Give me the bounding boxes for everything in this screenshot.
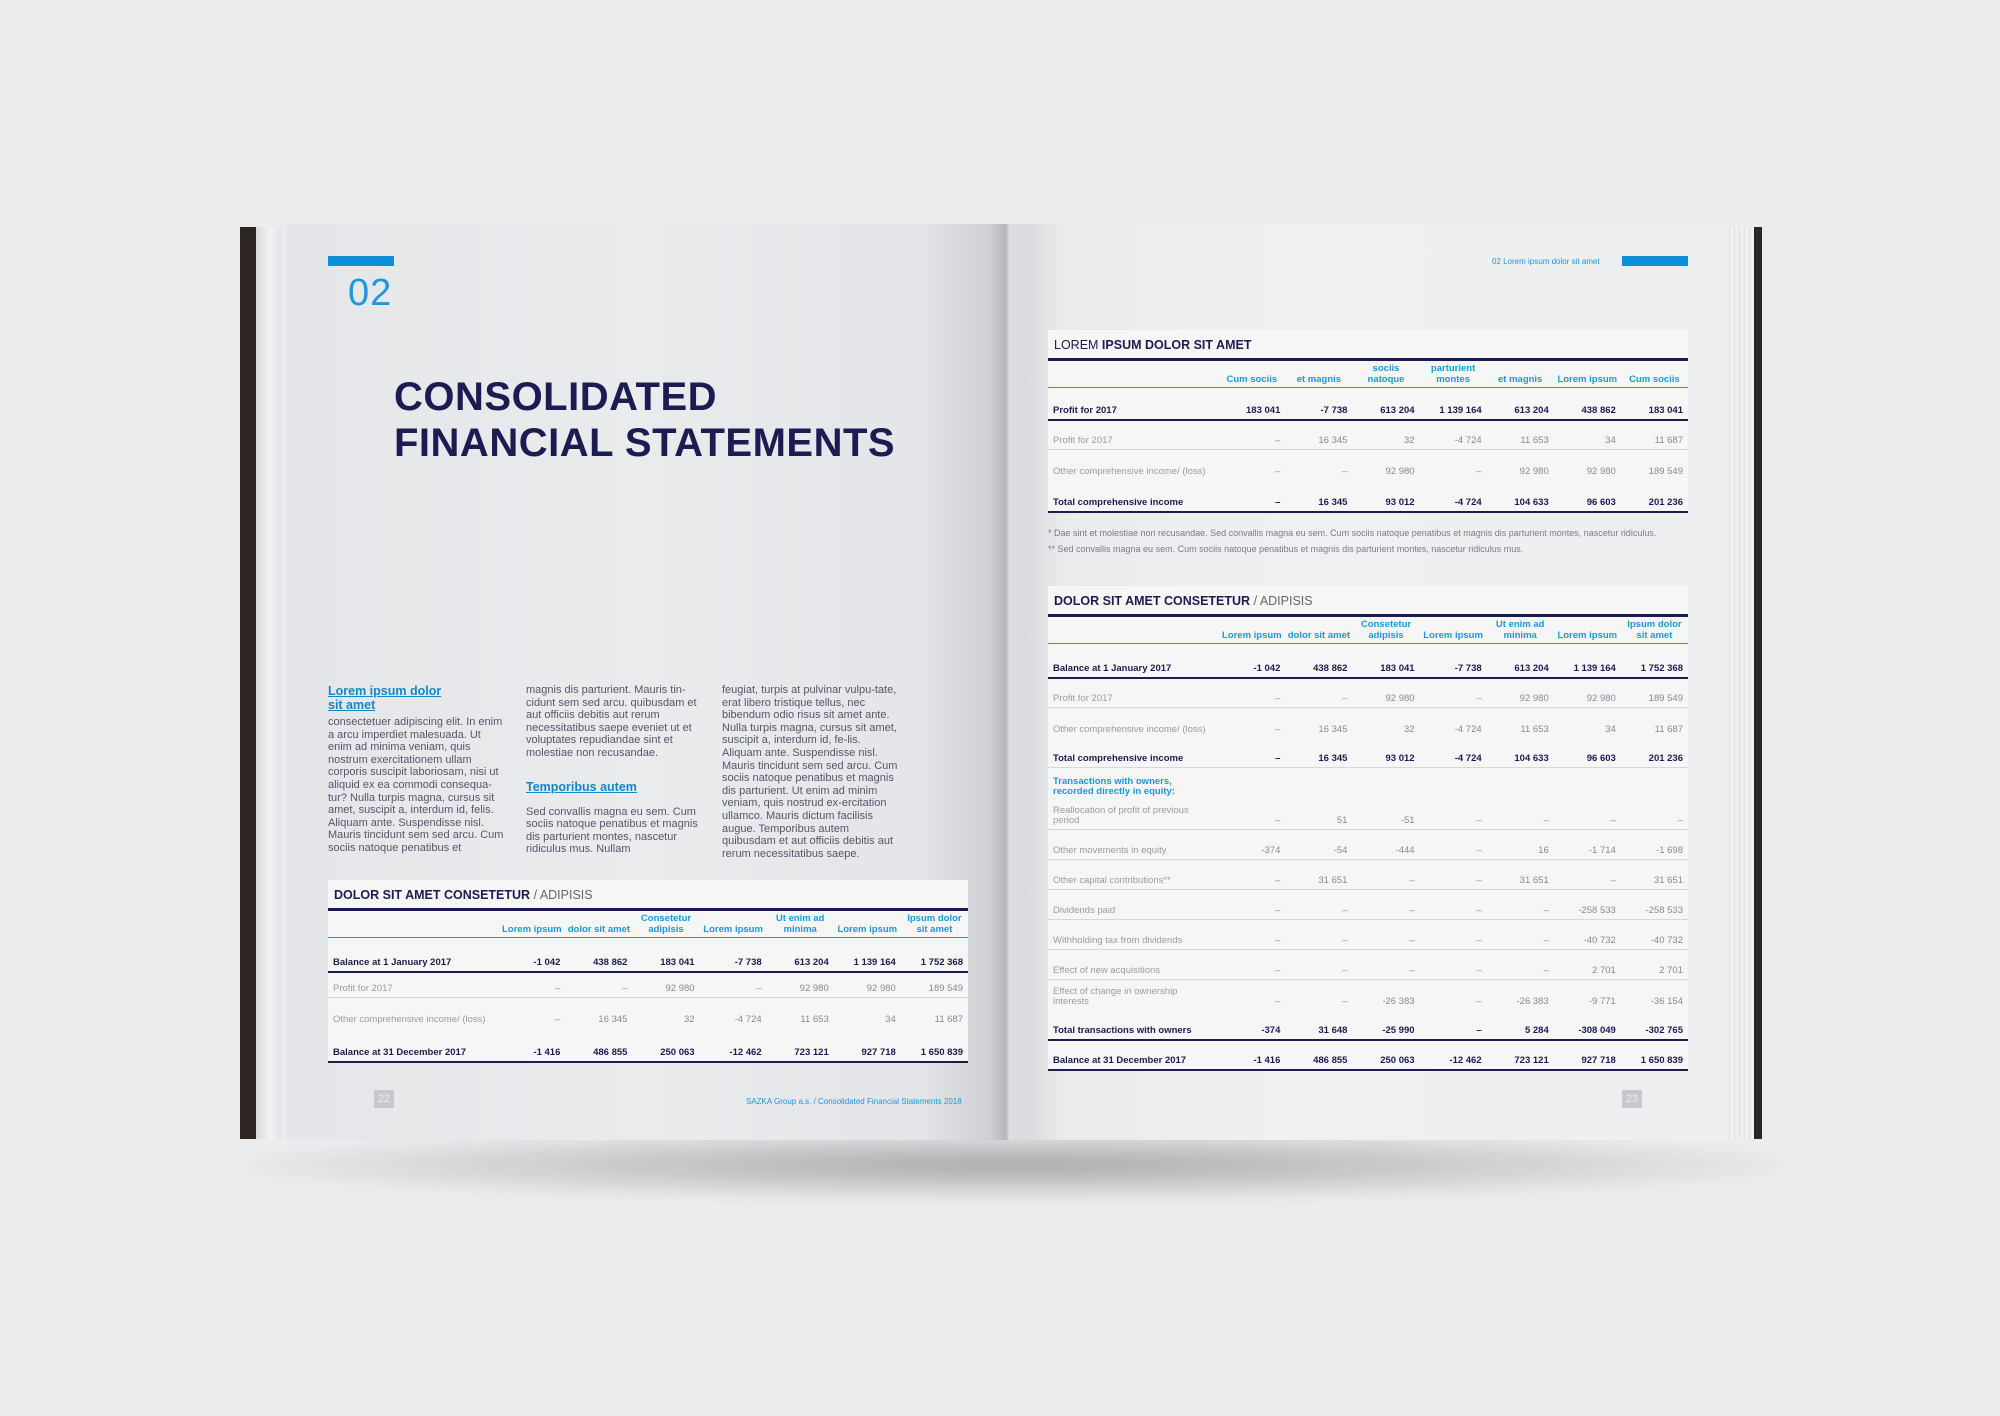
cell-value: 93 012 xyxy=(1352,480,1419,512)
cell-value: -26 383 xyxy=(1382,995,1415,1007)
cell-value: 183 041 xyxy=(1621,388,1688,420)
cell-value: – xyxy=(1285,678,1352,708)
cell-value: 723 121 xyxy=(1487,1040,1554,1070)
cell-value: -4 724 xyxy=(1420,480,1487,512)
table-header-cell: Lorem ipsum xyxy=(498,911,565,938)
table-header-cell: Lorem ipsum xyxy=(834,911,901,938)
left-table-header-row xyxy=(328,911,968,938)
cell-value xyxy=(1420,768,1487,800)
cell-value: – xyxy=(1554,860,1621,890)
table-row xyxy=(1048,920,1688,950)
chapter-number: 02 xyxy=(348,272,393,314)
table-header-cell: Consetetur adipisis xyxy=(632,911,699,938)
cell-value: 93 012 xyxy=(1352,738,1419,768)
cell-value: 438 862 xyxy=(565,938,632,972)
cell-value: -12 462 xyxy=(700,1028,767,1062)
cell-value: – xyxy=(1487,920,1554,950)
chapter-accent-bar xyxy=(328,256,394,266)
cell-value: – xyxy=(700,972,767,998)
table-header-cell: Lorem ipsum xyxy=(1554,361,1621,388)
cell-value: – xyxy=(1621,800,1688,830)
column-2-text-2: Sed convallis magna eu sem. Cum sociis natoque penatibus et magnis dis parturient montes, nascetur ridiculus mus. Nullam xyxy=(526,805,698,856)
cell-value: – xyxy=(1275,723,1281,735)
cell-value: 34 xyxy=(885,1013,896,1025)
table-header-cell: dolor sit amet xyxy=(1285,617,1352,644)
cell-value: 2 701 xyxy=(1621,950,1688,980)
table-header-cell: Lorem ipsum xyxy=(1554,617,1621,644)
table-header-cell: Ipsum dolor sit amet xyxy=(901,911,968,938)
column-3-text: feugiat, turpis at pulvinar vulpu-tate, erat libero tristique tellus, nec bibendum odio risus sit amet ante. Nulla turpis magna, cursus sit amet, suscipit a, interdum id, fe-lis. Aliquam ante. Suspendisse nisl. Mauris tincidunt sem sed arcu. Cum sociis natoque penatibus et magnis dis parturient. Ut enim ad minim veniam, quis nostrud ex-ercitation ullamco. Mauris dictum facilisis augue. Temporibus autem quibusdam et aut officiis debitis aut rerum necessitatibus saepe. xyxy=(722,684,898,860)
cell-value: -7 738 xyxy=(1420,644,1487,678)
cell-value: 1 650 839 xyxy=(901,1028,968,1062)
cell-value: – xyxy=(1218,678,1285,708)
cell-value: -444 xyxy=(1352,830,1419,860)
right-table-1-title xyxy=(1048,330,1688,361)
row-label: Profit for 2017 xyxy=(1048,420,1218,450)
right-table-1-title-lead: LOREM xyxy=(1054,338,1099,352)
table-header-label-col xyxy=(1048,617,1218,644)
cell-value: 92 980 xyxy=(1554,678,1621,708)
cell-value: – xyxy=(1342,465,1348,477)
cell-value: – xyxy=(1218,920,1285,950)
cell-value: -4 724 xyxy=(1420,738,1487,768)
table-header-cell: sociis natoque xyxy=(1352,361,1419,388)
cell-value: 31 648 xyxy=(1285,1010,1352,1040)
cell-value: 1 139 164 xyxy=(1420,388,1487,420)
cell-value: 32 xyxy=(1403,723,1415,735)
cell-value: – xyxy=(1420,950,1487,980)
table-header-cell: Consetetur adipisis xyxy=(1352,617,1419,644)
row-label: Profit for 2017 xyxy=(328,972,498,998)
cell-value: 927 718 xyxy=(1554,1040,1621,1070)
table-row xyxy=(1048,800,1688,830)
cell-value: – xyxy=(1285,950,1352,980)
cell-value: -308 049 xyxy=(1554,1010,1621,1040)
cell-value: 1 752 368 xyxy=(1621,644,1688,678)
cell-value: -302 765 xyxy=(1621,1010,1688,1040)
cell-value: – xyxy=(1352,950,1419,980)
right-table-2-grid xyxy=(1048,617,1688,1071)
title-line-2: FINANCIAL STATEMENTS xyxy=(394,421,896,465)
cell-value: 2 701 xyxy=(1554,950,1621,980)
cell-value xyxy=(1218,768,1285,800)
cell-value: 250 063 xyxy=(632,1028,699,1062)
table-row xyxy=(1048,1010,1688,1040)
left-table-title xyxy=(328,880,968,911)
cell-value: 16 345 xyxy=(1285,480,1352,512)
cell-value: -9 771 xyxy=(1588,995,1616,1007)
left-equity-table xyxy=(328,880,968,1063)
column-1-text: consectetuer adipiscing elit. In enim a arcu imperdiet malesuada. Ut enim ad minima veniam, quis nostrum exercitationem ullam corporis suscipit laboriosam, nisi ut aliquid ex ea commodi consequa-tur? Nulla turpis magna, cursus sit amet, suscipit a, interdum id, felis. Aliquam ante. Suspendisse nisl. Mauris tincidunt sem sed arcu. Cum sociis natoque penatibus et xyxy=(328,716,504,854)
cell-value: – xyxy=(1487,890,1554,920)
cell-value: – xyxy=(1275,465,1281,477)
cell-value: 32 xyxy=(1352,420,1419,450)
cell-value: 11 653 xyxy=(800,1013,829,1025)
right-page xyxy=(1006,224,1728,1140)
text-column-2 xyxy=(526,684,704,856)
left-table-title-sub: / ADIPISIS xyxy=(533,888,593,902)
cell-value: 92 980 xyxy=(1352,678,1419,708)
cell-value: – xyxy=(1554,800,1621,830)
cell-value: 189 549 xyxy=(1648,465,1683,477)
table-row xyxy=(1048,768,1688,800)
cell-value: – xyxy=(1487,950,1554,980)
cell-value: – xyxy=(1420,800,1487,830)
cell-value: 11 687 xyxy=(934,1013,963,1025)
cell-value: 92 980 xyxy=(1487,678,1554,708)
row-label: Profit for 2017 xyxy=(1048,678,1218,708)
page-number-left: 22 xyxy=(374,1090,394,1108)
cell-value: -4 724 xyxy=(1420,420,1487,450)
cell-value: – xyxy=(1218,860,1285,890)
cell-value: 183 041 xyxy=(1352,644,1419,678)
spine-shadow xyxy=(990,224,1026,1140)
cell-value: 486 855 xyxy=(565,1028,632,1062)
column-2-heading[interactable]: Temporibus autem xyxy=(526,779,637,794)
row-label: Effect of change in ownership interests xyxy=(1053,985,1178,1007)
cell-value: -40 732 xyxy=(1621,920,1688,950)
cell-value: 723 121 xyxy=(767,1028,834,1062)
cell-value: -258 533 xyxy=(1554,890,1621,920)
text-column-1 xyxy=(328,684,506,855)
right-table-1-body xyxy=(1048,388,1688,512)
table-row xyxy=(328,998,968,1028)
cell-value: 34 xyxy=(1605,723,1616,735)
row-label: Reallocation of profit of previous period xyxy=(1048,800,1218,830)
right-table-1 xyxy=(1048,330,1688,513)
column-1-heading[interactable]: Lorem ipsum dolor sit amet xyxy=(328,684,442,712)
page-stack-right xyxy=(1726,227,1754,1139)
right-table-2-body xyxy=(1048,644,1688,1070)
cell-value: – xyxy=(1420,920,1487,950)
cell-value: – xyxy=(1352,890,1419,920)
row-label: Effect of new acquisitions xyxy=(1048,950,1218,980)
table-row xyxy=(1048,1040,1688,1070)
cell-value: 16 345 xyxy=(1318,723,1348,735)
cell-value: 92 980 xyxy=(1586,465,1616,477)
cell-value: – xyxy=(1420,860,1487,890)
title-line-1: CONSOLIDATED xyxy=(394,375,718,419)
cell-value: 16 345 xyxy=(1285,420,1352,450)
cell-value: -7 738 xyxy=(700,938,767,972)
table-header-cell: Lorem ipsum xyxy=(700,911,767,938)
left-footer: SAZKA Group a.s. / Consolidated Financial Statements 2018 xyxy=(746,1097,962,1106)
cell-value: -1 042 xyxy=(1218,644,1285,678)
table-row xyxy=(1048,388,1688,420)
cell-value xyxy=(1621,768,1688,800)
cell-value: – xyxy=(1218,800,1285,830)
cell-value: 201 236 xyxy=(1621,738,1688,768)
cell-value: – xyxy=(1285,890,1352,920)
cell-value: -1 714 xyxy=(1554,830,1621,860)
cell-value: 31 651 xyxy=(1487,860,1554,890)
table-row xyxy=(1048,860,1688,890)
row-label: Total comprehensive income xyxy=(1048,738,1218,768)
cell-value: 31 651 xyxy=(1621,860,1688,890)
cell-value: 438 862 xyxy=(1285,644,1352,678)
table-row xyxy=(1048,738,1688,768)
cell-value: – xyxy=(1487,800,1554,830)
cell-value: -25 990 xyxy=(1352,1010,1419,1040)
cell-value: 613 204 xyxy=(1487,388,1554,420)
table-row xyxy=(1048,480,1688,512)
cell-value: 92 980 xyxy=(1385,465,1415,477)
row-label: Total comprehensive income xyxy=(1048,480,1218,512)
cell-value: 613 204 xyxy=(767,938,834,972)
cell-value: 51 xyxy=(1285,800,1352,830)
cell-value xyxy=(1352,768,1419,800)
cell-value: -374 xyxy=(1218,830,1285,860)
cell-value: 183 041 xyxy=(632,938,699,972)
page-title xyxy=(394,374,895,466)
cell-value: -1 042 xyxy=(498,938,565,972)
cell-value xyxy=(1487,768,1554,800)
cell-value: -40 732 xyxy=(1554,920,1621,950)
cell-value: 1 752 368 xyxy=(901,938,968,972)
cell-value: -1 416 xyxy=(498,1028,565,1062)
table-header-cell: Ut enim ad minima xyxy=(1487,617,1554,644)
table-header-cell: Lorem ipsum xyxy=(1218,617,1285,644)
right-accent-bar xyxy=(1622,256,1688,266)
cell-value: 16 345 xyxy=(1285,738,1352,768)
cell-value: -4 724 xyxy=(1454,723,1482,735)
row-label: Other movements in equity xyxy=(1048,830,1218,860)
right-table-2-header-row xyxy=(1048,617,1688,644)
cell-value: – xyxy=(1476,995,1482,1007)
footnote-2: ** Sed convallis magna eu sem. Cum sociis natoque penatibus et magnis dis parturient montes, nascetur ridiculus mus. xyxy=(1048,544,1524,554)
cell-value: 16 345 xyxy=(598,1013,628,1025)
cell-value: -54 xyxy=(1285,830,1352,860)
cell-value: – xyxy=(1218,890,1285,920)
table-row xyxy=(1048,890,1688,920)
row-label: Balance at 1 January 2017 xyxy=(1048,644,1218,678)
row-label: Other capital contributions** xyxy=(1048,860,1218,890)
cell-value: -258 533 xyxy=(1621,890,1688,920)
table-header-label-col xyxy=(1048,361,1218,388)
table-header-cell: Lorem ipsum xyxy=(1420,617,1487,644)
cell-value: -51 xyxy=(1352,800,1419,830)
cell-value: – xyxy=(1275,995,1281,1007)
cell-value: -4 724 xyxy=(734,1013,762,1025)
cell-value: – xyxy=(1476,465,1482,477)
cell-value: 438 862 xyxy=(1554,388,1621,420)
cell-value: 92 980 xyxy=(632,972,699,998)
book-shadow xyxy=(250,1130,1780,1200)
cell-value: – xyxy=(1352,920,1419,950)
page-number-right: 23 xyxy=(1622,1090,1642,1108)
cell-value: 104 633 xyxy=(1487,480,1554,512)
cell-value: – xyxy=(1342,995,1348,1007)
table-row xyxy=(1048,420,1688,450)
cell-value: 104 633 xyxy=(1487,738,1554,768)
cell-value: 16 xyxy=(1487,830,1554,860)
row-label: Balance at 31 December 2017 xyxy=(1048,1040,1218,1070)
cell-value: 189 549 xyxy=(901,972,968,998)
table-header-cell: dolor sit amet xyxy=(565,911,632,938)
cell-value: – xyxy=(1420,890,1487,920)
table-header-cell: Ut enim ad minima xyxy=(767,911,834,938)
cell-value: – xyxy=(1352,860,1419,890)
table-row xyxy=(328,972,968,998)
cell-value: – xyxy=(1285,920,1352,950)
table-header-cell: Cum sociis xyxy=(1621,361,1688,388)
right-table-2-title xyxy=(1048,586,1688,617)
cell-value: 92 980 xyxy=(1519,465,1549,477)
cell-value: -26 383 xyxy=(1516,995,1549,1007)
row-label: Dividends paid xyxy=(1048,890,1218,920)
cell-value: -12 462 xyxy=(1420,1040,1487,1070)
cell-value: 927 718 xyxy=(834,1028,901,1062)
left-table-body xyxy=(328,938,968,1062)
cell-value: 613 204 xyxy=(1487,644,1554,678)
cell-value: – xyxy=(1218,420,1285,450)
cell-value: – xyxy=(498,972,565,998)
cell-value: 201 236 xyxy=(1621,480,1688,512)
cell-value: 34 xyxy=(1554,420,1621,450)
cell-value: 250 063 xyxy=(1352,1040,1419,1070)
cell-value: 189 549 xyxy=(1621,678,1688,708)
cell-value: 1 650 839 xyxy=(1621,1040,1688,1070)
table-row xyxy=(1048,980,1688,1010)
table-header-cell: parturient montes xyxy=(1420,361,1487,388)
cell-value: – xyxy=(1420,830,1487,860)
cell-value: 183 041 xyxy=(1218,388,1285,420)
right-table-1-grid xyxy=(1048,361,1688,513)
row-label: Total transactions with owners xyxy=(1048,1010,1218,1040)
cell-value: 92 980 xyxy=(767,972,834,998)
row-label: Transactions with owners, recorded directly in equity: xyxy=(1053,775,1175,797)
row-label: Other comprehensive income/ (loss) xyxy=(1053,723,1206,735)
cell-value: – xyxy=(1218,480,1285,512)
cell-value: – xyxy=(555,1013,561,1025)
running-head: 02 Lorem ipsum dolor sit amet xyxy=(1492,257,1600,266)
cell-value: – xyxy=(1218,738,1285,768)
footnote-1: * Dae sint et molestiae non recusandae. Sed convallis magna eu sem. Cum sociis natoque penatibus et magnis dis parturient montes, nascetur ridiculus. xyxy=(1048,528,1657,538)
table-row xyxy=(328,938,968,972)
text-column-3 xyxy=(722,684,900,860)
cell-value: – xyxy=(1420,1010,1487,1040)
row-label: Other comprehensive income/ (loss) xyxy=(333,1013,486,1025)
cell-value: 96 603 xyxy=(1554,738,1621,768)
cell-value: 92 980 xyxy=(834,972,901,998)
left-table xyxy=(328,911,968,1063)
cell-value: – xyxy=(565,972,632,998)
page-stack-left xyxy=(256,227,290,1139)
cell-value: 11 687 xyxy=(1621,420,1688,450)
table-header-cell: Cum sociis xyxy=(1218,361,1285,388)
left-table-title-main: DOLOR SIT AMET CONSETETUR xyxy=(334,888,531,902)
cell-value: -36 154 xyxy=(1650,995,1683,1007)
table-row xyxy=(1048,950,1688,980)
table-row xyxy=(1048,678,1688,708)
right-table-2 xyxy=(1048,586,1688,1071)
cell-value: 11 653 xyxy=(1487,420,1554,450)
right-table-2-title-sub: / ADIPISIS xyxy=(1253,594,1313,608)
cell-value: -1 698 xyxy=(1621,830,1688,860)
table-row xyxy=(1048,644,1688,678)
cell-value: 1 139 164 xyxy=(834,938,901,972)
row-label: Profit for 2017 xyxy=(1048,388,1218,420)
right-table-2-title-main: DOLOR SIT AMET CONSETETUR xyxy=(1054,594,1251,608)
cell-value: 486 855 xyxy=(1285,1040,1352,1070)
cell-value: -7 738 xyxy=(1285,388,1352,420)
row-label: Withholding tax from dividends xyxy=(1048,920,1218,950)
table-row xyxy=(1048,830,1688,860)
cell-value: 5 284 xyxy=(1487,1010,1554,1040)
column-2-text-1: magnis dis parturient. Mauris tin-cidunt sem sed arcu. quibusdam et aut officiis debitis aut rerum necessitatibus saepe eveniet ut et voluptates repudiandae sint et molestiae non recusandae. xyxy=(526,684,697,759)
cell-value: 11 653 xyxy=(1520,723,1549,735)
left-page xyxy=(286,224,1006,1140)
row-label: Balance at 31 December 2017 xyxy=(328,1028,498,1062)
table-header-cell: et magnis xyxy=(1487,361,1554,388)
cell-value: -1 416 xyxy=(1218,1040,1285,1070)
cell-value xyxy=(1554,768,1621,800)
row-label: Other comprehensive income/ (loss) xyxy=(1053,465,1206,477)
cell-value: 613 204 xyxy=(1352,388,1419,420)
cell-value: 11 687 xyxy=(1654,723,1683,735)
cell-value: -374 xyxy=(1218,1010,1285,1040)
table-row xyxy=(1048,450,1688,480)
cell-value xyxy=(1285,768,1352,800)
cell-value: 31 651 xyxy=(1285,860,1352,890)
cell-value: 32 xyxy=(683,1013,695,1025)
table-row xyxy=(1048,708,1688,738)
cell-value: 1 139 164 xyxy=(1554,644,1621,678)
row-label: Balance at 1 January 2017 xyxy=(328,938,498,972)
cell-value: – xyxy=(1420,678,1487,708)
cell-value: 96 603 xyxy=(1554,480,1621,512)
cell-value: – xyxy=(1218,950,1285,980)
table-header-cell: Ipsum dolor sit amet xyxy=(1621,617,1688,644)
table-row xyxy=(328,1028,968,1062)
right-table-1-title-main: IPSUM DOLOR SIT AMET xyxy=(1098,338,1252,352)
table-header-cell: et magnis xyxy=(1285,361,1352,388)
right-table-1-header-row xyxy=(1048,361,1688,388)
table-header-label-col xyxy=(328,911,498,938)
